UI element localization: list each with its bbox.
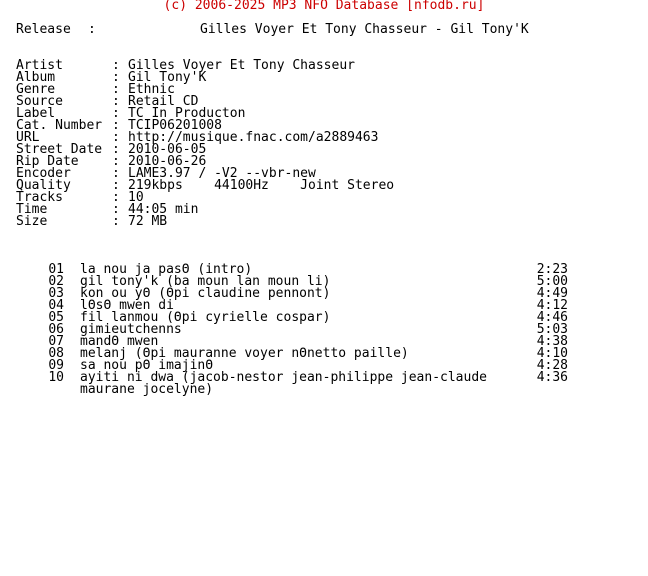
release-label: Release [16, 22, 71, 37]
info-label-quality: Quality [16, 178, 71, 193]
info-label-size: Size [16, 214, 48, 229]
track-time: 4:38 [536, 334, 568, 349]
info-value-street-date: 2010-06-05 [128, 142, 207, 157]
track-time: 4:12 [536, 298, 568, 313]
info-colon: : [112, 190, 120, 205]
info-label-rip-date: Rip Date [16, 154, 79, 169]
info-value-rip-date: 2010-06-26 [128, 154, 207, 169]
info-label-url: URL [16, 130, 40, 145]
track-number: 08 [48, 346, 64, 361]
info-colon: : [112, 130, 120, 145]
track-time: 4:46 [536, 310, 568, 325]
info-colon: : [112, 214, 120, 229]
info-colon: : [112, 94, 120, 109]
track-title: fil lanmou (Θpi cyrielle cospar) [80, 310, 331, 325]
track-time: 4:36 [536, 370, 568, 385]
track-number: 05 [48, 310, 64, 325]
info-label-label: Label [16, 106, 56, 121]
info-colon: : [112, 166, 120, 181]
track-number: 04 [48, 298, 64, 313]
track-title: melanj (Θpi mauranne voyer nΘnetto paille) [80, 346, 409, 361]
info-colon: : [112, 154, 120, 169]
track-time: 4:28 [536, 358, 568, 373]
track-time: 5:00 [536, 274, 568, 289]
info-label-time: Time [16, 202, 48, 217]
track-title: lΘsΘ mwen di [80, 298, 174, 313]
info-label-street-date: Street Date [16, 142, 103, 157]
info-label-album: Album [16, 70, 56, 85]
track-time: 4:10 [536, 346, 568, 361]
info-value-artist: Gilles Voyer Et Tony Chasseur [128, 58, 355, 73]
info-label-cat-number: Cat. Number [16, 118, 103, 133]
info-colon: : [112, 202, 120, 217]
info-value-album: Gil Tony'K [128, 70, 207, 85]
track-number: 09 [48, 358, 64, 373]
info-value-size: 72 MB [128, 214, 168, 229]
track-title: ayiti ni dwa (jacob-nestor jean-philippe jean-claude [80, 370, 487, 385]
track-title: gimieutchenns [80, 322, 182, 337]
info-colon: : [112, 70, 120, 85]
track-time: 2:23 [536, 262, 568, 277]
info-value-encoder: LAME3.97 / -V2 --vbr-new [128, 166, 316, 181]
track-title: sa nou pΘ imajinΘ [80, 358, 214, 373]
info-value-tracks: 10 [128, 190, 144, 205]
info-value-genre: Ethnic [128, 82, 175, 97]
track-title: la nou ja pasΘ (intro) [80, 262, 253, 277]
track-time: 4:49 [536, 286, 568, 301]
release-colon: : [88, 22, 96, 37]
track-time: 5:03 [536, 322, 568, 337]
track-title: mandΘ mwen [80, 334, 159, 349]
info-value-cat-number: TCIP06201008 [128, 118, 222, 133]
info-colon: : [112, 178, 120, 193]
info-label-encoder: Encoder [16, 166, 71, 181]
info-value-quality: 219kbps 44100Hz Joint Stereo [128, 178, 395, 193]
info-colon: : [112, 82, 120, 97]
info-colon: : [112, 118, 120, 133]
info-label-source: Source [16, 94, 63, 109]
info-colon: : [112, 142, 120, 157]
info-colon: : [112, 58, 120, 73]
track-title: kon ou yΘ (Θpi claudine pennont) [80, 286, 331, 301]
info-label-genre: Genre [16, 82, 56, 97]
track-number: 02 [48, 274, 64, 289]
release-value: Gilles Voyer Et Tony Chasseur - Gil Tony'K [200, 22, 529, 37]
info-label-tracks: Tracks [16, 190, 63, 205]
info-colon: : [112, 106, 120, 121]
track-number: 07 [48, 334, 64, 349]
info-label-artist: Artist [16, 58, 63, 73]
track-title-continued: maurane jocelyne) [80, 382, 214, 397]
track-number: 01 [48, 262, 64, 277]
info-value-source: Retail CD [128, 94, 199, 109]
info-value-time: 44:05 min [128, 202, 199, 217]
info-value-url[interactable]: http://musique.fnac.com/a2889463 [128, 130, 379, 145]
track-number: 03 [48, 286, 64, 301]
track-number: 06 [48, 322, 64, 337]
track-title: gil tony'k (ba moun lan moun li) [80, 274, 331, 289]
track-number: 10 [48, 370, 64, 385]
info-value-label: TC In Producton [128, 106, 246, 121]
site-banner: (c) 2006-2025 MP3 NFO Database [nfodb.ru] [163, 0, 485, 13]
